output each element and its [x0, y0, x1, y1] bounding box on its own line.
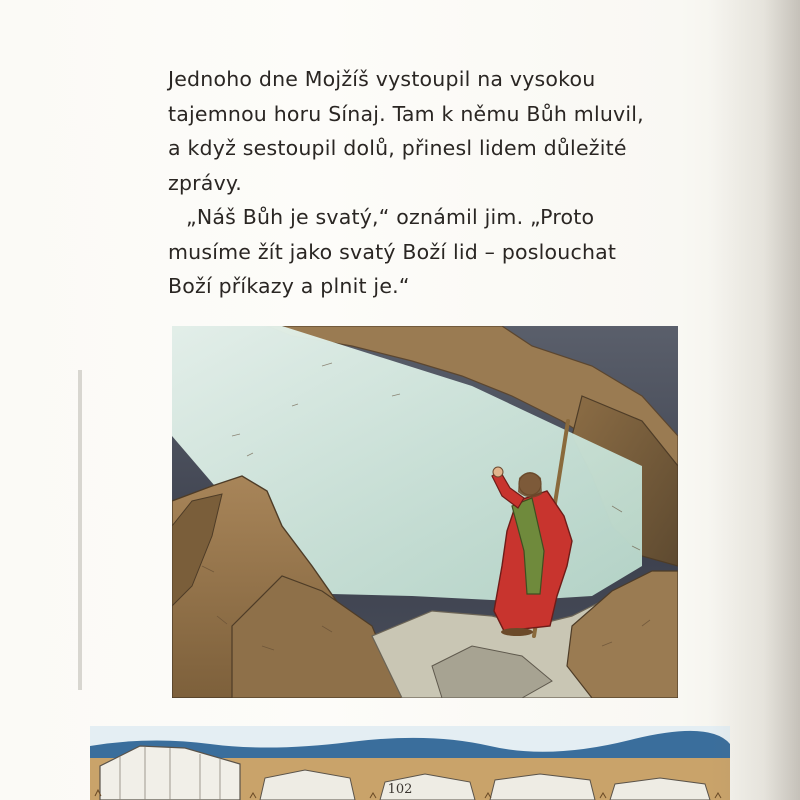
- feet: [501, 628, 533, 636]
- story-paragraph-1: Jednoho dne Mojžíš vystoupil na vysokou tajemnou horu Sínaj. Tam k němu Bůh mluvil, a když sestoupil dolů, přinesl lidem důležité zprávy.: [168, 67, 644, 195]
- story-paragraph-2: „Náš Bůh je svatý,“ oznámil jim. „Proto musíme žít jako svatý Boží lid – poslouchat Boží příkazy a plnit je.“: [168, 205, 617, 298]
- page-number: 102: [387, 782, 413, 797]
- book-spine-shadow: [710, 0, 800, 800]
- story-text: [168, 62, 688, 304]
- raised-hand: [493, 467, 503, 477]
- moses-on-mount-sinai-illustration: [172, 326, 678, 698]
- hair-beard: [518, 472, 542, 498]
- page-edge-mark: [78, 370, 82, 690]
